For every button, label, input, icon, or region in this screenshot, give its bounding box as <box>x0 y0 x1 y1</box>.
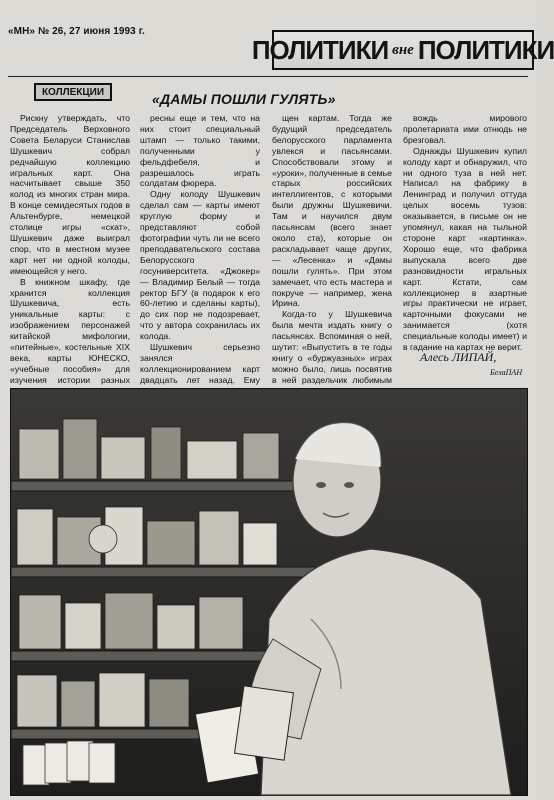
article-column-4 <box>403 113 527 383</box>
article-headline: «ДАМЫ ПОШЛИ ГУЛЯТЬ» <box>152 91 336 107</box>
masthead-right: ПОЛИТИКИ <box>417 34 554 65</box>
paragraph: вождь мирового пролетариата ими отнюдь не брезговал. <box>403 113 527 145</box>
top-rule <box>8 76 528 77</box>
article-column-1 <box>10 113 130 383</box>
section-masthead <box>251 30 554 70</box>
article-column-2 <box>140 113 260 383</box>
paragraph: Шушкевич серьезно занялся коллекционированием карт двадцать лет назад. Ему <box>140 342 260 385</box>
issue-line: «МН» № 26, 27 июня 1993 г. <box>8 26 145 37</box>
masthead-middle: вне <box>392 41 414 58</box>
photo-illustration <box>11 389 527 795</box>
rubric-label: КОЛЛЕКЦИИ <box>34 83 112 101</box>
paragraph: В книжном шкафу, где хранится коллекция Шушкевича, есть уникальные карты: с изображением персонажей китайской мифологии, «питейные», костельные XIX века, карты ЮНЕСКО, «учебные пособия» для изучения истории разных <box>10 276 130 385</box>
paragraph: Однажды Шушкевич купил колоду карт и обнаружил, что ни одного туза в ней нет. Написал на фабрику в Ленинград и получил оттуда целых восемь тузов: оказывается, в письме он не упомянул, какая на тыльной стороне карт «картинка». Хорошо еще, что фабрика выпускала всего две разновидности игральных карт. Кстати, сам коллекционер в азартные игры практически не играет, карточными фокусами не занимается (хотя специальные колоды имеет) и в гадание на картах не верит. <box>403 145 527 353</box>
masthead-left: ПОЛИТИКИ <box>251 34 389 65</box>
author-byline: Алесь ЛИПАЙ, <box>420 350 497 364</box>
paragraph: Рискну утверждать, что Председатель Верховного Совета Беларуси Станислав Шушкевич собрал редчайшую коллекцию игральных карт. Она насчитывает свыше 350 колод из многих стран мира. В конце семидесятых годов в Альтенбурге, немецкой столице игры «скат», Шушкевич даже выиграл спор, что в местном музее карт нет ни одной колоды, имеющейся у него. <box>10 113 130 276</box>
paragraph: Одну колоду Шушкевич сделал сам — карты имеют круглую форму и представляют собой фотографии чуть ли не всего преподавательского состава Белорусского госуниверситета. «Джокер» — Владимир Белый — тогда ректор БГУ (в подарок к его 60-летию и сделаны карты), до сих пор не подозревает, что у автора сохранилась их колода. <box>140 189 260 342</box>
news-agency: БелаПАН <box>490 368 523 377</box>
paragraph: Когда-то у Шушкевича была мечта издать книгу о пасьянсах. Вспоминая о ней, шутит: «Выпустить в те годы книгу о «буржуазных» играх можно было, лишь посвятив в ней раздельчик любимым <box>272 309 392 385</box>
paragraph: щен картам. Тогда же будущий председатель белорусского парламента увлекся и пасьянсами. Способствовали этому и «уроки», полученные в семье старых российских интеллигентов, с которыми были дружны Шушкевичи. Там и научился двум пасьянсам (всего знает около ста), которые он раскладывает чаще других,— «Лесенка» и «Дамы пошли гулять». При этом замечает, что есть мастера и покруче — например, жена Ирина. <box>272 113 392 309</box>
fanned-playing-cards <box>23 741 115 785</box>
article-photo <box>10 388 528 796</box>
paragraph: ресны еще и тем, что на них стоит специальный штамп — только такими, полученными у фельдфебеля, и разрешалось играть солдатам фюрера. <box>140 113 260 189</box>
article-column-3 <box>272 113 392 383</box>
